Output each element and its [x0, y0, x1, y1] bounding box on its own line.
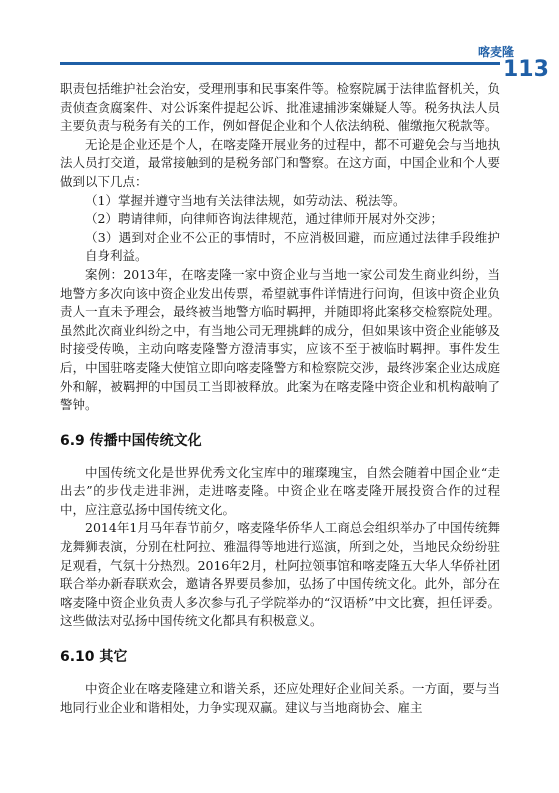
paragraph: 中国传统文化是世界优秀文化宝库中的璀璨瑰宝，自然会随着中国企业“走出去”的步伐走进非洲，走进喀麦隆。中资企业在喀麦隆开展投资合作的过程中，应注意弘扬中国传统文化。: [60, 464, 500, 517]
paragraph: 中资企业在喀麦隆建立和谐关系，还应处理好企业间关系。一方面，要与当地同行业企业和谐相处，力争实现双赢。建议与当地商协会、雇主: [60, 681, 500, 715]
list-item: （1）掌握并遵守当地有关法律法规，如劳动法、税法等。: [85, 192, 406, 208]
page-body: [60, 80, 500, 717]
page-number: 113: [503, 57, 549, 82]
paragraph: 无论是企业还是个人，在喀麦隆开展业务的过程中，都不可避免会与当地执法人员打交道，最常接触到的是税务部门和警察。在这方面，中国企业和个人要做到以下几点：: [60, 136, 500, 189]
section-heading: 6.9 传播中国传统文化: [60, 432, 202, 449]
section-heading: 6.10 其它: [60, 649, 128, 666]
header-rule: [60, 62, 500, 65]
list-item: （2）聘请律师，向律师咨询法律规范，通过律师开展对外交涉；: [85, 211, 443, 227]
header-title: 喀麦隆: [478, 45, 515, 59]
paragraph: 职责包括维护社会治安，受理刑事和民事案件等。检察院属于法律监督机关，负责侦查贪腐案件、对公诉案件提起公诉、批准逮捕涉案嫌疑人等。税务执法人员主要负责与税务有关的工作，例如督促企业和个人依法纳税、催缴拖欠税款等。: [60, 81, 500, 134]
list-item: （3）遇到对企业不公正的事情时，不应消极回避，而应通过法律手段维护自身利益。: [85, 229, 500, 264]
paragraph: 2014年1月马年春节前夕，喀麦隆华侨华人工商总会组织举办了中国传统舞龙舞狮表演，分别在杜阿拉、雅温得等地进行巡演，所到之处，当地民众纷纷驻足观看，气氛十分热烈。2016年2月，杜阿拉领事馆和喀麦隆五大华人华侨社团联合举办新春联欢会，邀请各界要员参加，弘扬了中国传统文化。此外，部分在喀麦隆中资企业负责人多次参与孔子学院举办的“汉语桥”中文比赛，担任评委。这些做法对弘扬中国传统文化都具有积极意义。: [60, 520, 500, 629]
case-paragraph: 案例：2013年，在喀麦隆一家中资企业与当地一家公司发生商业纠纷，当地警方多次向该中资企业发出传票，希望就事件详情进行问询，但该中资企业负责人一直未予理会，最终被当地警方临时羁押，并随即将此案移交检察院处理。虽然此次商业纠纷之中，有当地公司无理挑衅的成分，但如果该中资企业能够及时接受传唤，主动向喀麦隆警方澄清事实，应该不至于被临时羁押。事件发生后，中国驻喀麦隆大使馆立即向喀麦隆警方和检察院交涉，最终涉案企业达成庭外和解，被羁押的中国员工当即被释放。此案为在喀麦隆中资企业和机构敲响了警钟。: [60, 266, 500, 413]
